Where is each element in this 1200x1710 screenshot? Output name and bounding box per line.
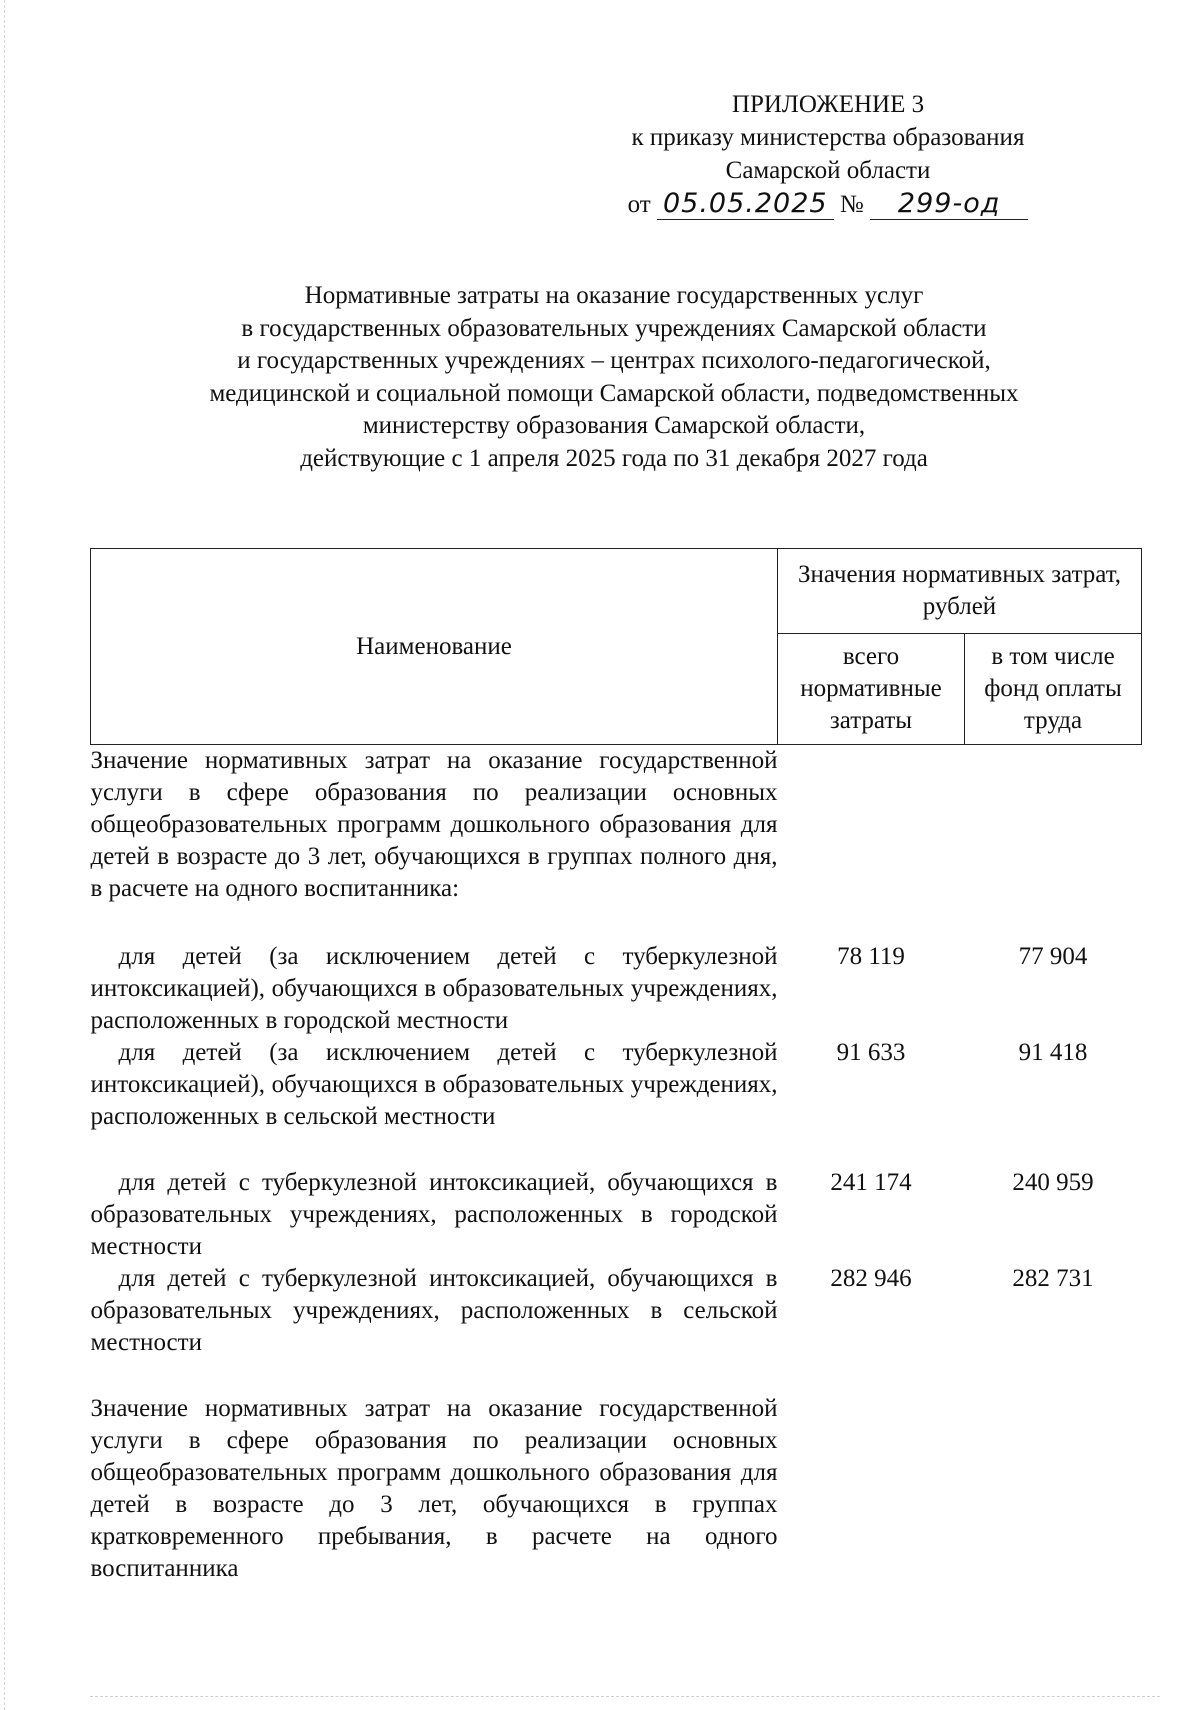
table-row — [91, 1167, 1142, 1263]
fund-value: 77 904 — [1018, 943, 1088, 970]
title-line: действующие с 1 апреля 2025 года по 31 декабря 2027 года — [300, 444, 928, 472]
title-line: и государственных учреждениях – центрах психолого-педагогической, — [237, 347, 991, 375]
table-row — [91, 1393, 1142, 1585]
table-header — [91, 549, 1142, 745]
table-row — [91, 1037, 1142, 1167]
fund-value: 91 418 — [1018, 1039, 1088, 1066]
group-description: Значение нормативных затрат на оказание государственной услуги в сфере образования по реализации основных общеобразовательных программ дошкольного образования для детей в возрасте до 3 лет, обучающихся в группах полного дня, в расчете на одного воспитанника: — [90, 747, 778, 902]
order-date: 05.05.2025 — [657, 188, 834, 220]
row-description: для детей (за исключением детей с туберкулезной интоксикацией), обучающихся в образовательных учреждениях, расположенных в городской местности — [90, 943, 778, 1034]
column-header-total: всего нормативные затраты — [778, 634, 965, 745]
order-number: 299-од — [870, 188, 1028, 220]
title-line: Нормативные затраты на оказание государственных услуг — [304, 282, 924, 309]
total-value: 282 946 — [830, 1265, 912, 1292]
column-header-name: Наименование — [91, 549, 778, 745]
order-reference: к приказу министерства образования — [631, 124, 1025, 151]
row-description: для детей с туберкулезной интоксикацией, обучающихся в образовательных учреждениях, расположенных в сельской местности — [90, 1265, 778, 1356]
table-row — [91, 745, 1142, 942]
row-description: для детей (за исключением детей с туберкулезной интоксикацией), обучающихся в образовательных учреждениях, расположенных в сельской местности — [90, 1039, 778, 1130]
total-value: 241 174 — [830, 1169, 912, 1196]
date-prefix: от — [627, 191, 651, 218]
order-date-line — [548, 187, 1108, 221]
table-row — [91, 1263, 1142, 1393]
table-row — [91, 941, 1142, 1037]
fund-value: 240 959 — [1012, 1169, 1094, 1196]
norms-table — [90, 548, 1142, 1585]
column-header-values: Значения нормативных затрат, рублей — [778, 549, 1142, 634]
scan-edge — [4, 0, 5, 1710]
fund-value: 282 731 — [1012, 1265, 1094, 1292]
number-sign: № — [839, 191, 864, 218]
group-description: Значение нормативных затрат на оказание государственной услуги в сфере образования по реализации основных общеобразовательных программ дошкольного образования для детей в возрасте до 3 лет, обучающихся в группах кратковременного пребывания, в расчете на одного воспитанника — [90, 1395, 778, 1582]
column-header-fund: в том числе фонд оплаты труда — [965, 634, 1142, 745]
appendix-header — [548, 88, 1108, 221]
title-line: министерству образования Самарской области, — [362, 412, 866, 440]
scan-bottom-edge — [90, 1696, 1160, 1697]
appendix-title: ПРИЛОЖЕНИЕ 3 — [731, 91, 925, 118]
order-region: Самарской области — [725, 157, 931, 184]
title-line: в государственных образовательных учреждениях Самарской области — [241, 314, 987, 342]
title-line: медицинской и социальной помощи Самарской области, подведомственных — [209, 379, 1019, 407]
total-value: 91 633 — [836, 1039, 906, 1066]
total-value: 78 119 — [837, 943, 905, 970]
row-description: для детей с туберкулезной интоксикацией, обучающихся в образовательных учреждениях, расположенных в городской местности — [90, 1169, 778, 1260]
document-title — [90, 280, 1138, 476]
